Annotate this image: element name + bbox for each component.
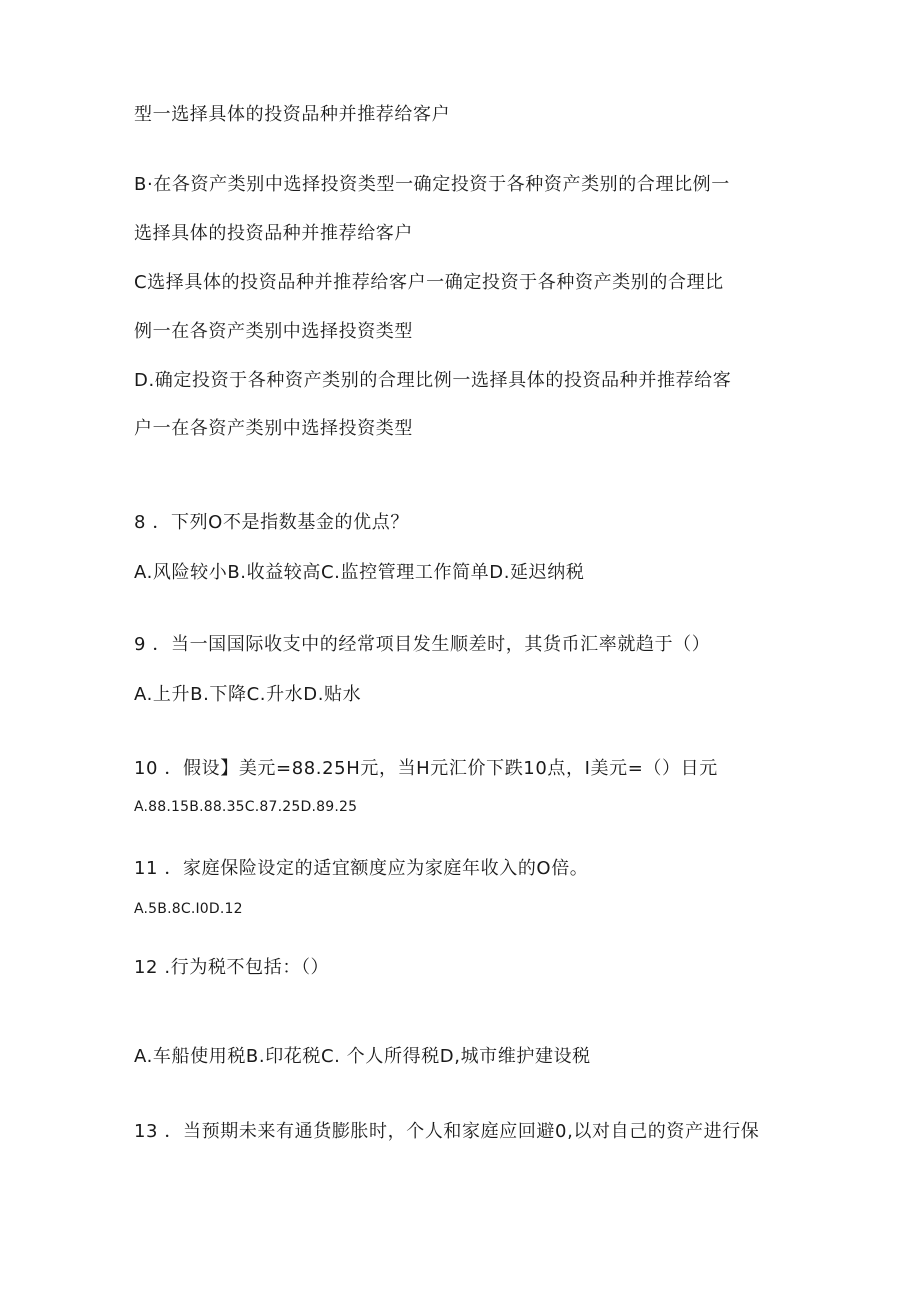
option-d-line-1: D.确定投资于各种资产类别的合理比例一选择具体的投资品种并推荐给客 xyxy=(134,370,732,391)
question-12: 12 .行为税不包括：（） xyxy=(134,957,330,978)
question-10: 10 ．假设】美元=88.25H元，当H元汇价下跌10点，I美元=（）日元 xyxy=(134,758,718,779)
question-9-options: A.上升B.下降C.升水D.贴水 xyxy=(134,684,362,705)
question-12-options: A.车船使用税B.印花税C. 个人所得税D,城市维护建设税 xyxy=(134,1046,591,1067)
option-b-line-2: 选择具体的投资品种并推荐给客户 xyxy=(134,223,413,244)
question-8: 8 ．下列O不是指数基金的优点？ xyxy=(134,512,409,533)
question-9: 9 ．当一国国际收支中的经常项目发生顺差时，其货币汇率就趋于（） xyxy=(134,634,711,655)
question-11: 11 ．家庭保险设定的适宜额度应为家庭年收入的O倍。 xyxy=(134,858,589,879)
question-8-options: A.风险较小B.收益较高C.监控管理工作简单D.延迟纳税 xyxy=(134,562,585,583)
question-10-options: A.88.15B.88.35C.87.25D.89.25 xyxy=(134,799,358,815)
question-11-options: A.5B.8C.I0D.12 xyxy=(134,901,243,917)
option-b-line-1: B·在各资产类别中选择投资类型一确定投资于各种资产类别的合理比例一 xyxy=(134,174,730,195)
question-13: 13 ．当预期未来有通货膨胀时，个人和家庭应回避0,以对自己的资产进行保 xyxy=(134,1121,760,1142)
option-c-line-2: 例一在各资产类别中选择投资类型 xyxy=(134,321,413,342)
option-a-continuation: 型一选择具体的投资品种并推荐给客户 xyxy=(134,104,451,125)
option-d-line-2: 户一在各资产类别中选择投资类型 xyxy=(134,418,413,439)
option-c-line-1: C选择具体的投资品种并推荐给客户一确定投资于各种资产类别的合理比 xyxy=(134,272,724,293)
